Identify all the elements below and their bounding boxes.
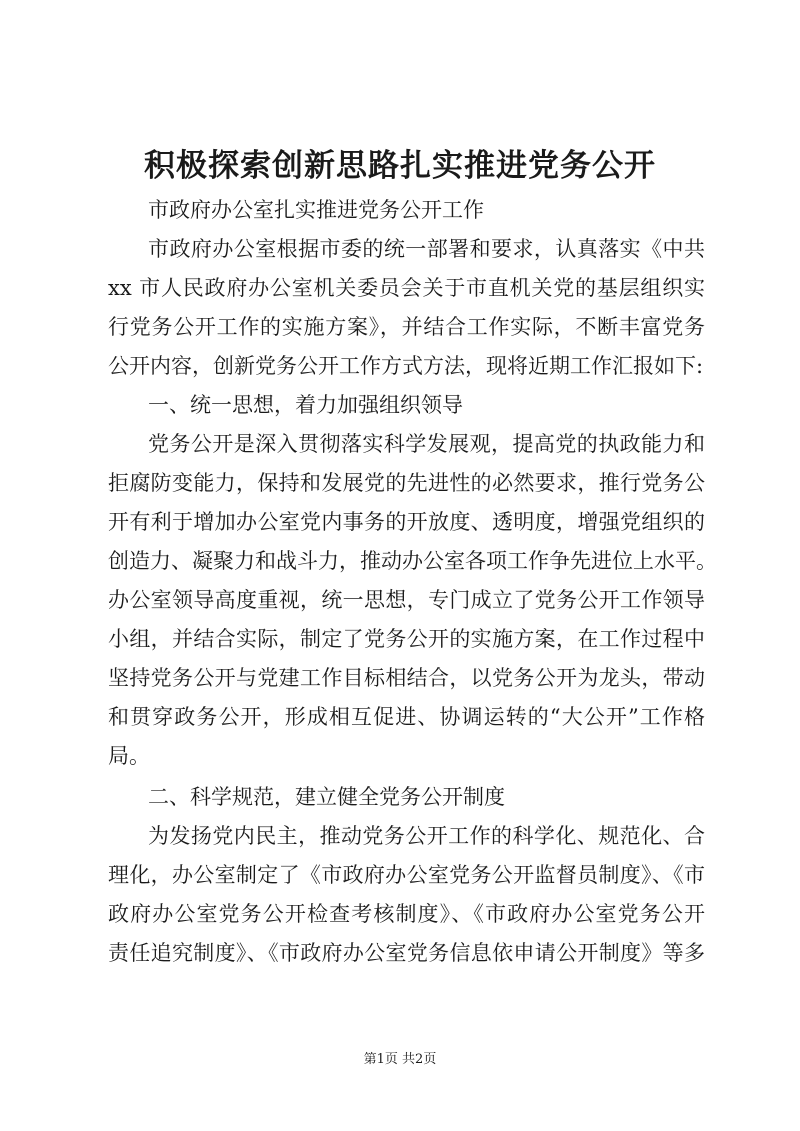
paragraph-line: 坚持党务公开与党建工作目标相结合，以党务公开为龙头，带动: [108, 666, 705, 690]
page-footer: 第1页 共2页: [363, 1052, 437, 1067]
document-title: 积极探索创新思路扎实推进党务公开: [144, 148, 656, 184]
document-subtitle: 市政府办公室扎实推进党务公开工作: [148, 198, 484, 222]
paragraph-line: 政府办公室党务公开检查考核制度》、《市政府办公室党务公开: [108, 902, 705, 926]
paragraph-line: 公开内容，创新党务公开工作方式方法，现将近期工作汇报如下:: [108, 354, 704, 378]
paragraph-line: 创造力、凝聚力和战斗力，推动办公室各项工作争先进位上水平。: [108, 549, 717, 573]
paragraph-line: 党务公开是深入贯彻落实科学发展观，提高党的执政能力和: [148, 432, 705, 456]
paragraph-line: 拒腐防变能力，保持和发展党的先进性的必然要求，推行党务公: [108, 471, 705, 495]
paragraph-line: 理化，办公室制定了《市政府办公室党务公开监督员制度》、《市: [108, 863, 705, 887]
paragraph-line: 小组，并结合实际，制定了党务公开的实施方案，在工作过程中: [108, 627, 705, 651]
paragraph-line: 为发扬党内民主，推动党务公开工作的科学化、规范化、合: [148, 824, 705, 848]
paragraph-line: 市政府办公室根据市委的统一部署和要求，认真落实《中共: [148, 237, 705, 261]
paragraph-line: xx 市人民政府办公室机关委员会关于市直机关党的基层组织实: [108, 276, 705, 300]
paragraph-line: 开有利于增加办公室党内事务的开放度、透明度，增强党组织的: [108, 510, 705, 534]
paragraph-line: 局。: [108, 744, 150, 768]
section-heading: 二、科学规范，建立健全党务公开制度: [148, 785, 505, 809]
paragraph-line: 办公室领导高度重视，统一思想，专门成立了党务公开工作领导: [108, 588, 705, 612]
paragraph-line: 责任追究制度》、《市政府办公室党务信息依申请公开制度》等多: [108, 941, 705, 965]
paragraph-line: 行党务公开工作的实施方案》，并结合工作实际，不断丰富党务: [108, 315, 705, 339]
section-heading: 一、统一思想，着力加强组织领导: [148, 393, 463, 417]
paragraph-line: 和贯穿政务公开，形成相互促进、协调运转的“大公开”工作格: [108, 705, 705, 729]
